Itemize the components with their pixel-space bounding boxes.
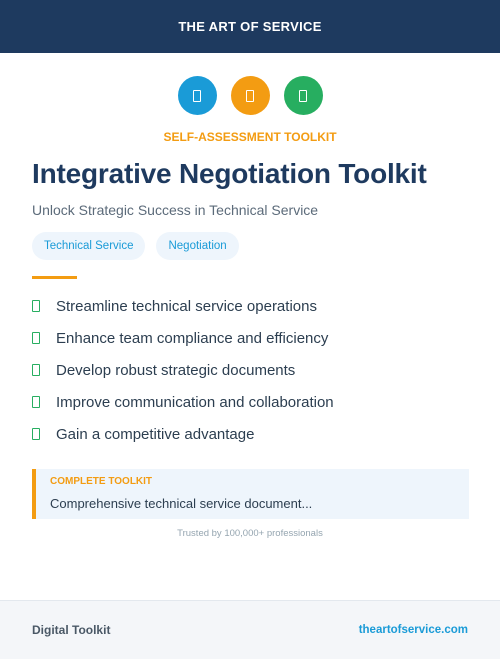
feature-text: Develop robust strategic documents <box>56 361 296 379</box>
feature-text: Improve communication and collaboration <box>56 393 334 411</box>
feature-text: Enhance team compliance and efficiency <box>56 329 329 347</box>
footer-label: Digital Toolkit <box>32 623 111 637</box>
tag-technical-service[interactable]: Technical Service <box>32 232 145 260</box>
feature-list <box>0 290 500 450</box>
brand-title: THE ART OF SERVICE <box>178 19 322 34</box>
check-icon <box>32 396 40 408</box>
document-icon <box>178 76 217 115</box>
feature-text: Gain a competitive advantage <box>56 425 255 443</box>
check-icon <box>32 364 40 376</box>
toolkit-card[interactable] <box>32 469 469 519</box>
document-icon <box>284 76 323 115</box>
feature-text: Streamline technical service operations <box>56 297 317 315</box>
list-item <box>32 418 500 450</box>
list-item <box>32 354 500 386</box>
tag-list <box>32 232 500 260</box>
icon-row <box>0 76 500 115</box>
trust-note: Trusted by 100,000+ professionals <box>177 528 323 539</box>
kicker-label: SELF-ASSESSMENT TOOLKIT <box>163 130 337 144</box>
list-item <box>32 290 500 322</box>
card-label: COMPLETE TOOLKIT <box>50 476 153 487</box>
document-icon <box>231 76 270 115</box>
header-bar <box>0 0 500 53</box>
tag-negotiation[interactable]: Negotiation <box>156 232 238 260</box>
footer-bar <box>0 600 500 659</box>
check-icon <box>32 300 40 312</box>
page-subtitle: Unlock Strategic Success in Technical Service <box>32 202 319 218</box>
list-item <box>32 386 500 418</box>
footer-link[interactable]: theartofservice.com <box>358 624 468 636</box>
page-title: Integrative Negotiation Toolkit <box>32 158 427 189</box>
card-description: Comprehensive technical service document... <box>50 496 313 511</box>
list-item <box>32 322 500 354</box>
check-icon <box>32 428 40 440</box>
accent-divider <box>32 276 77 279</box>
check-icon <box>32 332 40 344</box>
